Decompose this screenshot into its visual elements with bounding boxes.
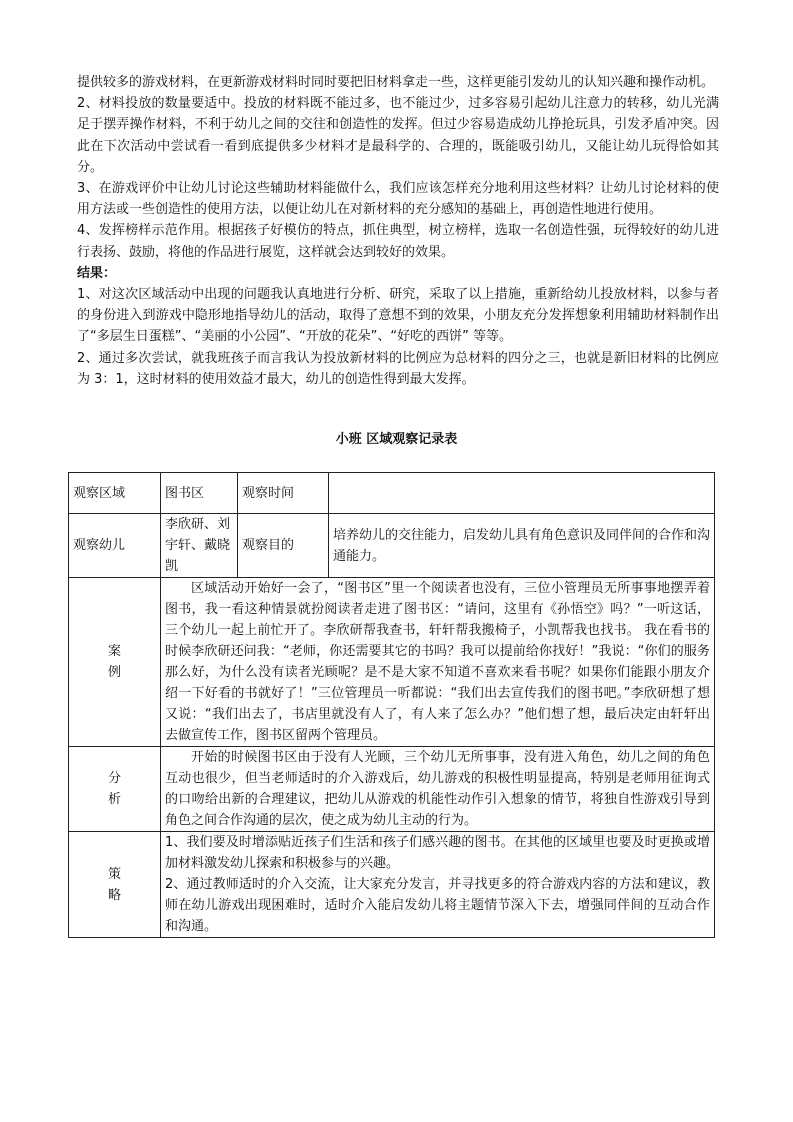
table-row bbox=[69, 578, 715, 747]
table-row bbox=[69, 514, 715, 578]
strategy-item: 2、通过教师适时的介入交流，让大家充分发言，并寻找更多的符合游戏内容的方法和建议，教师在幼儿游戏出现困难时，适时介入能启发幼儿将主题情节深入下去，增强同伴间的互动合作和沟通。 bbox=[165, 877, 710, 934]
analysis-label-char: 析 bbox=[107, 792, 121, 807]
table-title: 小班 区域观察记录表 bbox=[335, 432, 458, 447]
observation-purpose-value: 培养幼儿的交往能力，启发幼儿具有角色意识及同伴间的合作和沟通能力。 bbox=[329, 514, 715, 578]
table-row bbox=[69, 473, 715, 514]
strategy-item: 1、我们要及时增添贴近孩子们生活和孩子们感兴趣的图书。在其他的区域里也要及时更换或增加材料激发幼儿探索和积极参与的兴趣。 bbox=[165, 835, 710, 871]
child-names-line: 凯 bbox=[165, 559, 179, 574]
case-label-char: 例 bbox=[107, 665, 121, 680]
analysis-label bbox=[69, 747, 161, 832]
analysis-text: 开始的时候图书区由于没有人光顾，三个幼儿无所事事，没有进入角色，幼儿之间的角色互动也很少，但当老师适时的介入游戏后，幼儿游戏的积极性明显提高，特别是老师用征询式的口吻给出新的合理建议，把幼儿从游戏的机能性动作引入想象的情节，将独自性游戏引导到角色之间合作沟通的层次，使之成为幼儿主动的行为。 bbox=[165, 750, 710, 828]
body-paragraph: 3、在游戏评价中让幼儿讨论这些辅助材料能做什么，我们应该怎样充分地利用这些材料？让幼儿讨论材料的使用方法或一些创造性的使用方法，以便让幼儿在对新材料的充分感知的基础上，再创造性地进行使用。 bbox=[77, 181, 719, 218]
strategy-label-char: 略 bbox=[107, 887, 121, 903]
observation-area-value: 图书区 bbox=[161, 473, 238, 514]
body-paragraph: 4、发挥榜样示范作用。根据孩子好模仿的特点，抓住典型，树立榜样，选取一名创造性强，玩得较好的幼儿进行表扬、鼓励，将他的作品进行展览，这样就会达到较好的效果。 bbox=[77, 223, 719, 260]
observed-children-value bbox=[161, 514, 238, 578]
analysis-content bbox=[161, 747, 715, 832]
case-text: 区域活动开始好一会了，“图书区”里一个阅读者也没有，三位小管理员无所事事地摆弄着图书，我一看这种情景就扮阅读者走进了图书区：“请问，这里有《孙悟空》吗？”一听这话，三个幼儿一起上前忙开了。李欣研帮我查书，轩轩帮我搬椅子，小凯帮我也找书。 我在看书的时候李欣研还问我：“老师，你还需要其它的书吗？我可以提前给你找好！”我说：“你们的服务那么好，为什么没有读者光顾呢？是不是大家不知道不喜欢来看书呢？如果你们能跟小朋友介绍一下好看的书就好了！”三位管理员一听都说：“我们出去宣传我们的图书吧。”李欣研想了想又说：“我们出去了，书店里就没有人了，有人来了怎么办？”他们想了想，最后决定由轩轩出去做宣传工作，图书区留两个管理员。 bbox=[165, 581, 710, 743]
body-text bbox=[77, 72, 719, 390]
analysis-label-char: 分 bbox=[107, 771, 121, 786]
body-paragraph: 2、材料投放的数量要适中。投放的材料既不能过多，也不能过少，过多容易引起幼儿注意力的转移，幼儿光满足于摆弄操作材料，不利于幼儿之间的交往和创造性的发挥。但过少容易造成幼儿挣抢玩具，引发矛盾冲突。因此在下次活动中尝试看一看到底提供多少材料才是最科学的、合理的，既能吸引幼儿，又能让幼儿玩得恰如其分。 bbox=[77, 96, 719, 175]
table-row bbox=[69, 832, 715, 938]
case-label bbox=[69, 578, 161, 747]
strategy-label bbox=[69, 832, 161, 938]
case-content bbox=[161, 578, 715, 747]
observed-children-label: 观察幼儿 bbox=[69, 514, 161, 578]
observation-purpose-label: 观察目的 bbox=[238, 514, 329, 578]
results-heading: 结果： bbox=[77, 265, 117, 281]
child-names-line: 宇轩、戴晓 bbox=[165, 538, 231, 553]
observation-time-label: 观察时间 bbox=[238, 473, 329, 514]
case-label-char: 案 bbox=[107, 644, 121, 659]
body-paragraph: 1、对这次区域活动中出现的问题我认真地进行分析、研究，采取了以上措施，重新给幼儿投放材料，以参与者的身份进入到游戏中隐形地指导幼儿的活动，取得了意想不到的效果，小朋友充分发挥想象利用辅助材料制作出了“多层生日蛋糕”、“美丽的小公园”、“开放的花朵”、“好吃的西饼” 等等。 bbox=[77, 287, 719, 345]
observation-time-value bbox=[329, 473, 715, 514]
strategy-label-char: 策 bbox=[107, 866, 121, 882]
body-paragraph: 2、通过多次尝试，就我班孩子而言我认为投放新材料的比例应为总材料的四分之三，也就是新旧材料的比例应为 3：1，这时材料的使用效益才最大，幼儿的创造性得到最大发挥。 bbox=[77, 350, 719, 387]
table-row bbox=[69, 747, 715, 832]
body-paragraph: 提供较多的游戏材料，在更新游戏材料时同时要把旧材料拿走一些，这样更能引发幼儿的认知兴趣和操作动机。 bbox=[77, 75, 715, 90]
observation-area-label: 观察区域 bbox=[69, 473, 161, 514]
strategy-content bbox=[161, 832, 715, 938]
observation-table bbox=[68, 472, 715, 938]
child-names-line: 李欣研、刘 bbox=[165, 517, 231, 532]
